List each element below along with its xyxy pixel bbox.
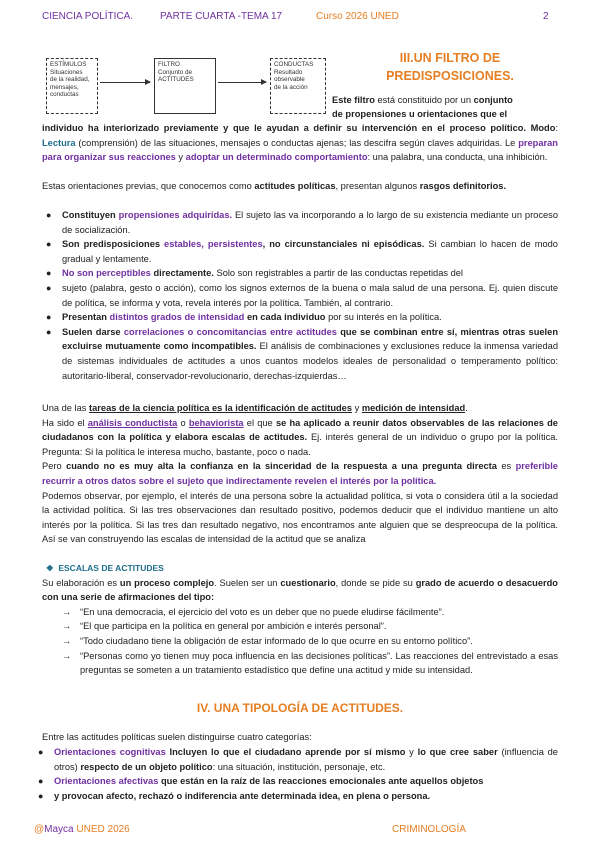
header-page-number: 2 <box>543 11 549 22</box>
diagram-box-filter: FILTRO Conjunto de ACTITUDES <box>154 58 216 114</box>
bullet-icon: ● <box>46 239 52 250</box>
observation-paragraph: Podemos observar, por ejemplo, el interés de una persona sobre la actualidad política, si vota o considera útil a la sociedad la actividad política. Si las tres observaciones dan resultado positivo, podemos deducir que el individuo mantiene un alto interés por la política. Si las tres dan resultado negativo, nos encontramos ante alguien que se despreocupa de la política. Así se van construyendo las escalas de intensidad de la actitud que se analiza <box>42 490 558 545</box>
arrow-right-icon: → <box>62 650 72 661</box>
bullet-icon: ● <box>46 326 52 337</box>
indirect-data-paragraph: Pero cuando no es muy alta la confianza en la sinceridad de la respuesta a una pregunta directa es preferible recurrir a otros datos sobre el sujeto que indirectamente revelen el interés por la política. <box>42 461 558 486</box>
tasks-paragraph <box>42 401 558 547</box>
section3-intro-line1: Este filtro está constituido por un conjunto <box>332 95 513 105</box>
list-item: ● Presentan distintos grados de intensidad en cada individuo por su interés en la política. <box>44 310 558 325</box>
arrow-right-icon: → <box>62 635 72 646</box>
list-item: → “Todo ciudadano tiene la obligación de estar informado de lo que ocurre en su entorno político”. <box>42 634 558 649</box>
diagram-box-stimuli: ESTÍMULOS Situaciones de la realidad, mensajes, conductas <box>46 58 98 114</box>
bullet-icon: ● <box>38 776 44 787</box>
scales-section <box>42 561 558 678</box>
section3-title-line2: PREDISPOSICIONES. <box>386 69 514 83</box>
list-item: ● Orientaciones cognitivas Incluyen lo que el ciudadano aprende por sí mismo y lo que cree saber (influencia de otros) respecto de un objeto político: una situación, institución, personaje, etc. <box>38 747 558 772</box>
traits-list <box>44 208 558 383</box>
scales-heading: ❖ ESCALAS DE ACTITUDES <box>46 563 164 573</box>
tasks-line: Una de las tareas de la ciencia política es la identificación de actitudes y medición de intensidad. <box>42 403 468 413</box>
list-item: ● Suelen darse correlaciones o concomitancias entre actitudes que se combinan entre sí, mientras otras suelen excluirse mutuamente como incompatibles. El análisis de combinaciones y exclusiones reduce la inmensa variedad de sistemas individuales de actitudes a unos cuantos modelos ideales de personalidad o temperamento político: autoritario-liberal, conservador-revolucionario, derechas-izquierdas… <box>46 326 558 381</box>
scales-paragraph: Su elaboración es un proceso complejo. Suelen ser un cuestionario, donde se pide su grado de acuerdo o desacuerdo con una serie de afirmaciones del tipo: <box>42 577 558 603</box>
list-item: ● sujeto (palabra, gesto o acción), como los signos externos de la buena o mala salud de una persona. Ej. quien discute de política, se informa y vota, revela interés por la política. También, al contrario. <box>46 282 558 308</box>
bullet-icon: ● <box>46 312 52 323</box>
list-item: ● Son predisposiciones estables, persistentes, no circunstanciales ni episódicas. Si cambian lo hacen de modo gradual y lentamente. <box>46 239 558 264</box>
bullet-icon: ● <box>46 268 52 279</box>
filter-diagram <box>44 54 326 124</box>
list-item: ● Constituyen propensiones adquiridas. El sujeto las va incorporando a lo largo de su existencia mediante un proceso de socialización. <box>46 210 558 235</box>
diagram-box-conducts: CONDUCTAS Resultado observable de la acción <box>270 58 326 114</box>
list-item: ● Orientaciones afectivas que están en la raíz de las reacciones emocionales ante aquellos objetos <box>36 774 558 789</box>
behaviorism-paragraph: Ha sido el análisis conductista o behaviorista el que se ha aplicado a reunir datos observables de las relaciones de ciudadanos con la política y elabora escalas de actitudes. Ej. interés general de un individuo o grupo por la política. Pregunta: Si la política le interesa mucho, bastante, poco o nada. <box>42 417 558 457</box>
section3-title-line1: III.UN FILTRO DE <box>399 51 501 65</box>
header-part: PARTE CUARTA -TEMA 17 <box>160 11 283 22</box>
diagram-arrow-2 <box>218 82 266 83</box>
attitudes-paragraph: Estas orientaciones previas, que conocemos como actitudes políticas, presentan algunos rasgos definitorios. <box>42 181 507 191</box>
arrow-right-icon: → <box>62 621 72 632</box>
header-course: Curso 2026 UNED <box>316 11 399 22</box>
diamond-icon: ❖ <box>46 563 59 573</box>
bullet-icon: ● <box>46 282 52 293</box>
footer-subject: CRIMINOLOGÍA <box>392 824 466 835</box>
list-item: → “Personas como yo tienen muy poca influencia en las decisiones políticas”. Las reacciones del entrevistado a esas preguntas se someten a un tratamiento estadístico que define una actitud y mide su intensidad. <box>62 650 558 676</box>
list-item: ● y provocan afecto, rechazó o indiferencia ante determinada idea, en plena o persona. <box>36 789 558 804</box>
list-item: → “El que participa en la política en general por ambición e interés personal”. <box>42 619 558 634</box>
arrow-right-icon: → <box>62 606 72 617</box>
diagram-arrow-1 <box>100 82 150 83</box>
section3-intro-line2: de propensiones u orientaciones que el <box>332 109 508 119</box>
section3-paragraph: individuo ha interiorizado previamente y que le ayudan a definir su intervención en el proceso político. Modo: Lectura (comprensión) de las situaciones, mensajes o conductas ajenas; las descifra según claves adquiridas. Le preparan para organizar sus reacciones y adoptar un determinado comportamiento: una palabra, una conducta, una inhibición. <box>42 123 558 163</box>
footer-author: @Mayca UNED 2026 <box>34 824 130 835</box>
list-item: → “En una democracia, el ejercicio del voto es un deber que no puede eludirse fácilmente”. <box>42 605 558 620</box>
section4-intro: Entre las actitudes políticas suelen distinguirse cuatro categorías: <box>42 732 312 742</box>
section4-title: IV. UNA TIPOLOGÍA DE ACTITUDES. <box>196 701 404 715</box>
bullet-icon: ● <box>46 210 52 220</box>
bullet-icon: ● <box>38 747 44 757</box>
bullet-icon: ● <box>38 790 44 801</box>
categories-list <box>36 745 558 803</box>
header-subject: CIENCIA POLÍTICA. <box>42 11 134 22</box>
list-item: ● No son perceptibles directamente. Solo son registrables a partir de las conductas repetidas del <box>44 266 558 281</box>
